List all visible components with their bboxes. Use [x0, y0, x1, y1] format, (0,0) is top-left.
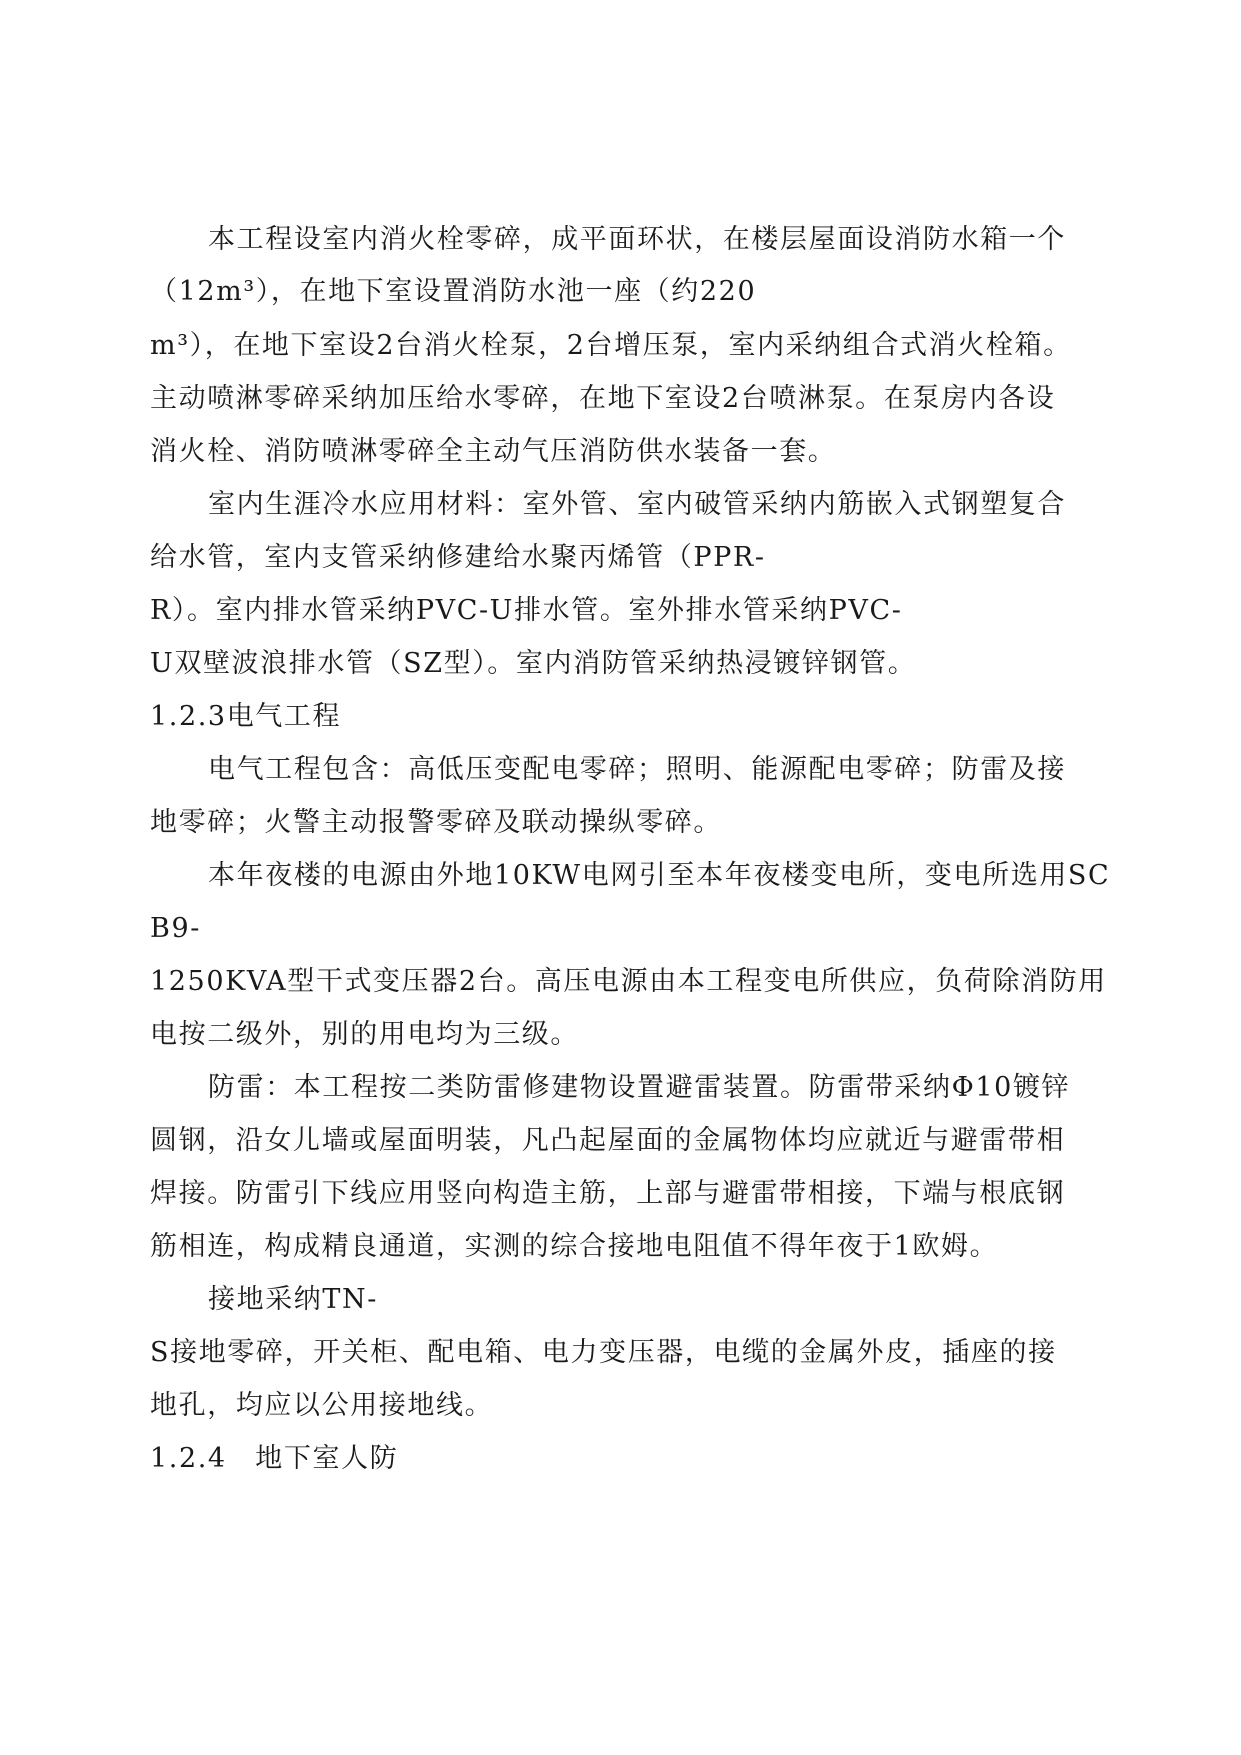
- paragraph-line: 给水管，室内支管采纳修建给水聚丙烯管（PPR-: [150, 542, 766, 573]
- paragraph-line: 焊接。防雷引下线应用竖向构造主筋，上部与避雷带相接，下端与根底钢: [150, 1178, 1066, 1209]
- paragraph-line: （12m³），在地下室设置消防水池一座（约220: [150, 276, 757, 307]
- paragraph-line: U双壁波浪排水管（SZ型）。室内消防管采纳热浸镀锌钢管。: [150, 648, 917, 679]
- paragraph-line: R）。室内排水管采纳PVC-U排水管。室外排水管采纳PVC-: [150, 595, 903, 626]
- paragraph-line: 本年夜楼的电源由外地10KW电网引至本年夜楼变电所，变电所选用SC: [208, 860, 1111, 891]
- paragraph-line: 本工程设室内消火栓零碎，成平面环状，在楼层屋面设消防水箱一个: [208, 224, 1066, 255]
- paragraph-line: 地孔，均应以公用接地线。: [150, 1390, 494, 1421]
- paragraph-line: 室内生涯冷水应用材料：室外管、室内破管采纳内筋嵌入式钢塑复合: [208, 489, 1066, 520]
- paragraph-line: 地零碎；火警主动报警零碎及联动操纵零碎。: [150, 807, 722, 838]
- paragraph-line: S接地零碎，开关柜、配电箱、电力变压器，电缆的金属外皮，插座的接: [150, 1337, 1057, 1368]
- paragraph-line: 1250KVA型干式变压器2台。高压电源由本工程变电所供应，负荷除消防用: [150, 966, 1107, 997]
- paragraph-line: 主动喷淋零碎采纳加压给水零碎，在地下室设2台喷淋泵。在泵房内各设: [150, 383, 1056, 414]
- paragraph-line: 接地采纳TN-: [208, 1284, 378, 1315]
- paragraph-line: B9-: [150, 913, 201, 944]
- paragraph-line: 防雷：本工程按二类防雷修建物设置避雷装置。防雷带采纳Φ10镀锌: [208, 1072, 1071, 1103]
- section-heading: 1.2.3电气工程: [150, 701, 342, 732]
- paragraph-line: 电气工程包含：高低压变配电零碎；照明、能源配电零碎；防雷及接: [208, 754, 1066, 785]
- paragraph-line: 电按二级外，别的用电均为三级。: [150, 1019, 579, 1050]
- section-heading: 1.2.4 地下室人防: [150, 1443, 399, 1474]
- paragraph-line: 圆钢，沿女儿墙或屋面明装，凡凸起屋面的金属物体均应就近与避雷带相: [150, 1125, 1066, 1156]
- paragraph-line: m³），在地下室设2台消火栓泵，2台增压泵，室内采纳组合式消火栓箱。: [150, 330, 1072, 361]
- paragraph-line: 消火栓、消防喷淋零碎全主动气压消防供水装备一套。: [150, 436, 837, 467]
- paragraph-line: 筋相连，构成精良通道，实测的综合接地电阻值不得年夜于1欧姆。: [150, 1231, 999, 1262]
